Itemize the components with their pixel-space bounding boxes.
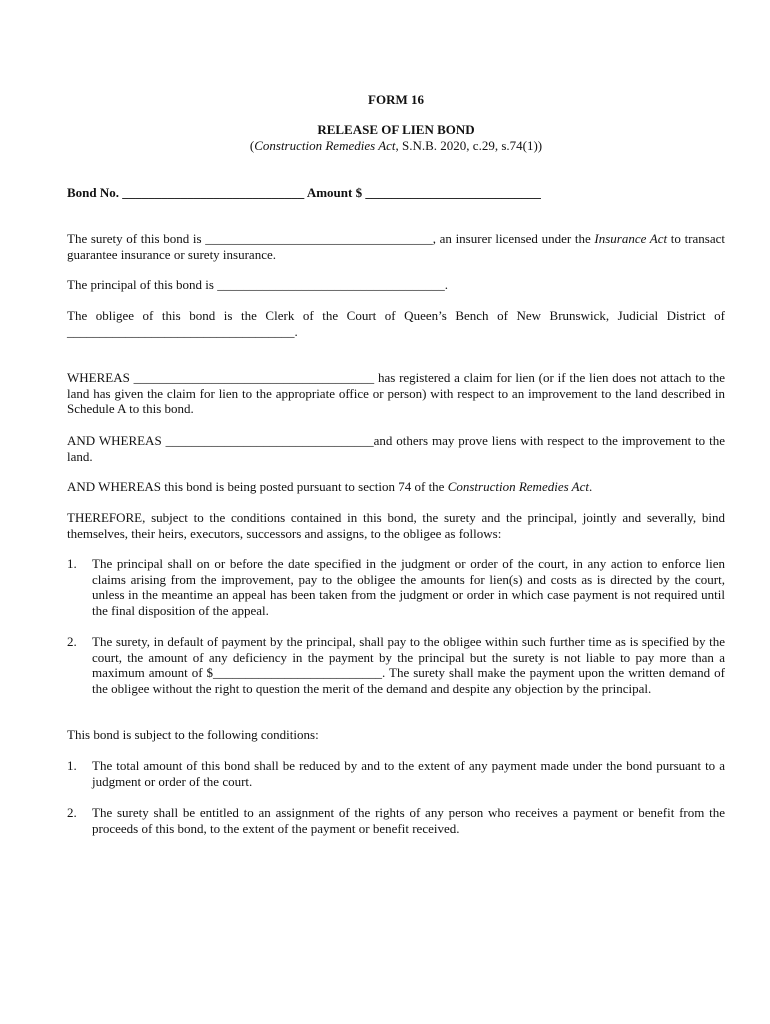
whereas-others-paragraph: AND WHEREAS ________________________________and others may prove liens with respect to the improvement to the land. [67,433,725,464]
citation-act: Construction Remedies Act [254,138,396,153]
condition-text: The total amount of this bond shall be reduced by and to the extent of any payment made under the bond pursuant to a judgment or order of the court. [92,758,725,789]
principal-paragraph: The principal of this bond is ___________________________________. [67,277,448,292]
maximum-amount-field[interactable]: __________________________ [213,665,383,680]
amount-label: Amount $ [306,185,363,200]
therefore-paragraph: THEREFORE, subject to the conditions contained in this bond, the surety and the principal, jointly and severally, bind themselves, their heirs, executors, successors and assigns, to the obligee as follows: [67,510,725,541]
obligation-item-2 [67,634,725,696]
obligation-text: The principal shall on or before the date specified in the judgment or order of the court, in any action to enforce lien claims arising from the improvement, pay to the obligee the amounts for lien(s) and costs as is directed by the court, unless in the meantime an appeal has been taken from the judgment or order in which case payment is not required until the final disposition of the appeal. [92,556,725,618]
bond-no-label: Bond No. [67,185,120,200]
whereas-claimant-paragraph: WHEREAS _____________________________________ has registered a claim for lien (or if the lien does not attach to the land has given the claim for lien to the appropriate office or person) with respect to an improvement to the land described in Schedule A to this bond. [67,370,725,416]
principal-name-field[interactable]: ___________________________________ [217,277,445,292]
whereas-section-paragraph: AND WHEREAS this bond is being posted pursuant to section 74 of the Construction Remedies Act. [67,479,593,494]
condition-text: The surety shall be entitled to an assignment of the rights of any person who receives a payment or benefit from the proceeds of this bond, to the extent of the payment or benefit received. [92,805,725,836]
form-title: RELEASE OF LIEN BOND [317,122,475,137]
obligee-paragraph: The obligee of this bond is the Clerk of the Court of Queen’s Bench of New Brunswick, Judicial District of ___________________________________. [67,308,725,339]
insurance-act-ref: Insurance Act [594,231,668,246]
form-citation: (Construction Remedies Act, S.N.B. 2020, c.29, s.74(1)) [249,138,543,153]
surety-name-field[interactable]: ___________________________________ [205,231,433,246]
list-number: 2. [67,805,77,820]
judicial-district-field[interactable]: ___________________________________ [67,323,295,339]
surety-paragraph: The surety of this bond is ___________________________________, an insurer licensed under the Insurance Act to transact guarantee insurance or surety insurance. [67,231,725,262]
obligation-text: The surety, in default of payment by the principal, shall pay to the obligee within such further time as is specified by the court, the amount of any deficiency in the payment by the principal but the surety is not liable to pay more than a maximum amount of $__________________________. The surety shall make the payment upon the written demand of the obligee without the right to question the merit of the demand and despite any objection by the principal. [92,634,725,696]
list-number: 2. [67,634,77,649]
list-number: 1. [67,556,77,571]
claimant-other-field[interactable]: ________________________________ [165,433,374,448]
construction-act-ref: Construction Remedies Act [447,479,589,494]
condition-item-2 [67,805,725,836]
obligation-item-1 [67,556,725,618]
form-number: FORM 16 [368,92,424,107]
amount-field[interactable]: ___________________________ [365,185,541,200]
conditions-intro: This bond is subject to the following conditions: [67,727,319,742]
bond-no-field[interactable]: ____________________________ [122,185,305,200]
bond-number-amount-line [67,185,725,201]
list-number: 1. [67,758,77,773]
claimant-name-field[interactable]: _____________________________________ [133,370,375,385]
condition-item-1 [67,758,725,789]
